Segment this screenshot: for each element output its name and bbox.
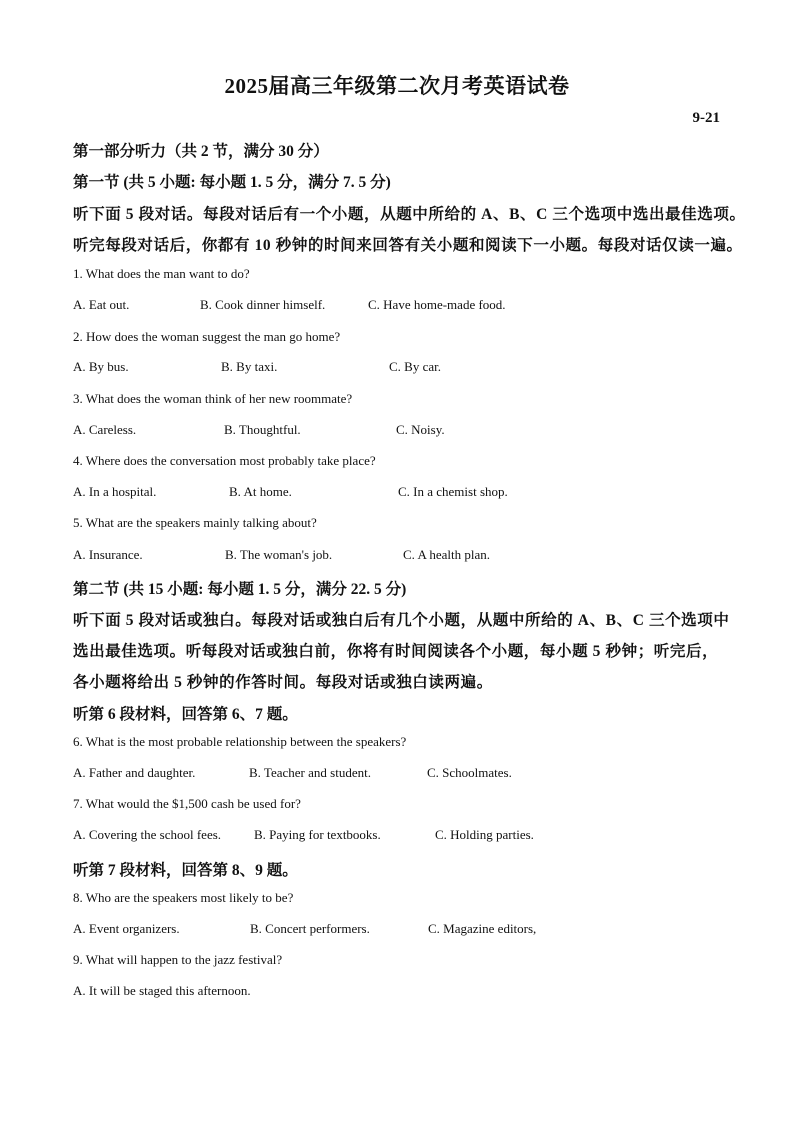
section2-instruction-line: 选出最佳选项。听每段对话或独白前，你将有时间阅读各个小题，每小题 5 秒钟；听完后，	[73, 643, 719, 660]
section1-instruction-line: 听下面 5 段对话。每段对话后有一个小题，从题中所给的 A、B、C 三个选项中选出最佳选项。	[73, 206, 746, 223]
q4-option-a: A. In a hospital.	[73, 484, 157, 499]
q9-option-a: A. It will be staged this afternoon.	[73, 983, 251, 998]
question-7: 7. What would the $1,500 cash be used for?	[73, 796, 301, 811]
q8-option-b: B. Concert performers.	[250, 921, 370, 936]
q3-option-a: A. Careless.	[73, 422, 137, 437]
q3-option-c: C. Noisy.	[396, 422, 445, 437]
question-4: 4. Where does the conversation most probably take place?	[73, 453, 376, 468]
q5-option-c: C. A health plan.	[403, 547, 491, 562]
q2-option-c: C. By car.	[389, 359, 441, 374]
question-9: 9. What will happen to the jazz festival?	[73, 952, 283, 967]
question-6: 6. What is the most probable relationship between the speakers?	[73, 734, 407, 749]
q6-option-a: A. Father and daughter.	[73, 765, 196, 780]
q7-option-c: C. Holding parties.	[435, 827, 534, 842]
q1-option-c: C. Have home-made food.	[368, 297, 506, 312]
q2-option-b: B. By taxi.	[221, 359, 278, 374]
q5-option-a: A. Insurance.	[73, 547, 143, 562]
q8-option-c: C. Magazine editors,	[428, 921, 537, 936]
material-7-heading: 听第 7 段材料，回答第 8、9 题。	[73, 862, 298, 879]
q2-option-a: A. By bus.	[73, 359, 129, 374]
section2-instruction-line: 各小题将给出 5 秒钟的作答时间。每段对话或独白读两遍。	[73, 674, 493, 691]
q7-option-b: B. Paying for textbooks.	[254, 827, 381, 842]
section1-heading: 第一节 (共 5 小题: 每小题 1. 5 分，满分 7. 5 分)	[73, 174, 391, 191]
section1-instruction-line: 听完每段对话后，你都有 10 秒钟的时间来回答有关小题和阅读下一小题。每段对话仅读一遍。	[73, 237, 743, 254]
q4-option-b: B. At home.	[229, 484, 292, 499]
q4-option-c: C. In a chemist shop.	[398, 484, 508, 499]
q7-option-a: A. Covering the school fees.	[73, 827, 222, 842]
q1-option-a: A. Eat out.	[73, 297, 130, 312]
material-6-heading: 听第 6 段材料，回答第 6、7 题。	[73, 706, 298, 723]
part1-heading: 第一部分听力（共 2 节，满分 30 分）	[73, 143, 329, 160]
exam-date: 9-21	[692, 110, 720, 126]
question-2: 2. How does the woman suggest the man go home?	[73, 329, 341, 344]
section2-instruction-line: 听下面 5 段对话或独白。每段对话或独白后有几个小题，从题中所给的 A、B、C 三个选项中	[73, 612, 730, 629]
section2-heading: 第二节 (共 15 小题: 每小题 1. 5 分，满分 22. 5 分)	[73, 581, 407, 598]
q3-option-b: B. Thoughtful.	[224, 422, 301, 437]
question-8: 8. Who are the speakers most likely to be?	[73, 890, 294, 905]
q5-option-b: B. The woman's job.	[225, 547, 333, 562]
page-title: 2025届高三年级第二次月考英语试卷	[224, 74, 570, 98]
question-1: 1. What does the man want to do?	[73, 266, 250, 281]
question-3: 3. What does the woman think of her new roommate?	[73, 391, 353, 406]
q6-option-c: C. Schoolmates.	[427, 765, 512, 780]
q8-option-a: A. Event organizers.	[73, 921, 180, 936]
q1-option-b: B. Cook dinner himself.	[200, 297, 326, 312]
question-5: 5. What are the speakers mainly talking about?	[73, 515, 317, 530]
q6-option-b: B. Teacher and student.	[249, 765, 371, 780]
